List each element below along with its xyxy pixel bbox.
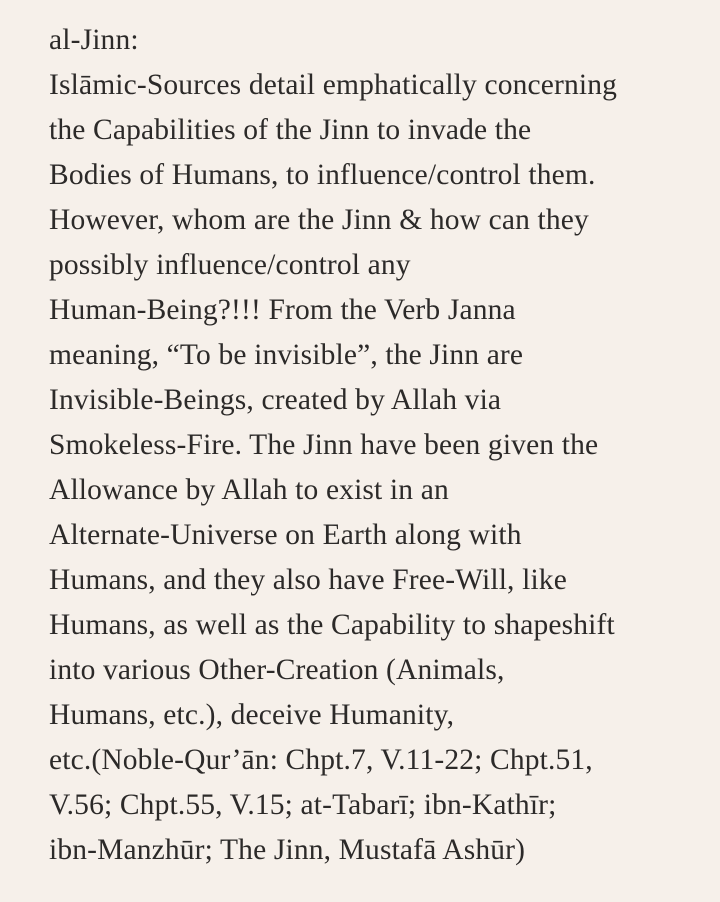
text-line: ibn-Manzhūr; The Jinn, Mustafā Ashūr) [49, 834, 526, 866]
text-line: Islāmic-Sources detail emphatically concerning [49, 69, 618, 101]
text-line: Bodies of Humans, to influence/control them. [49, 159, 596, 191]
text-line: Invisible-Beings, created by Allah via [49, 384, 502, 416]
text-line: V.56; Chpt.55, V.15; at-Tabarī; ibn-Kathīr; [49, 789, 557, 821]
text-line: However, whom are the Jinn & how can they [49, 204, 589, 236]
text-line: Human-Being?!!! From the Verb Janna [49, 294, 516, 326]
article-text [49, 18, 709, 873]
text-line: Humans, as well as the Capability to shapeshift [49, 609, 615, 641]
text-line: meaning, “To be invisible”, the Jinn are [49, 339, 524, 371]
text-line: possibly influence/control any [49, 249, 411, 281]
text-line: the Capabilities of the Jinn to invade the [49, 114, 532, 146]
text-line: into various Other-Creation (Animals, [49, 654, 505, 686]
text-line: Alternate-Universe on Earth along with [49, 519, 522, 551]
text-line: Humans, etc.), deceive Humanity, [49, 699, 455, 731]
text-line: Allowance by Allah to exist in an [49, 474, 449, 506]
text-line: Humans, and they also have Free-Will, like [49, 564, 567, 596]
text-line: etc.(Noble-Qur’ān: Chpt.7, V.11-22; Chpt.51, [49, 744, 593, 776]
text-line: Smokeless-Fire. The Jinn have been given the [49, 429, 599, 461]
heading-line: al-Jinn: [49, 24, 139, 56]
